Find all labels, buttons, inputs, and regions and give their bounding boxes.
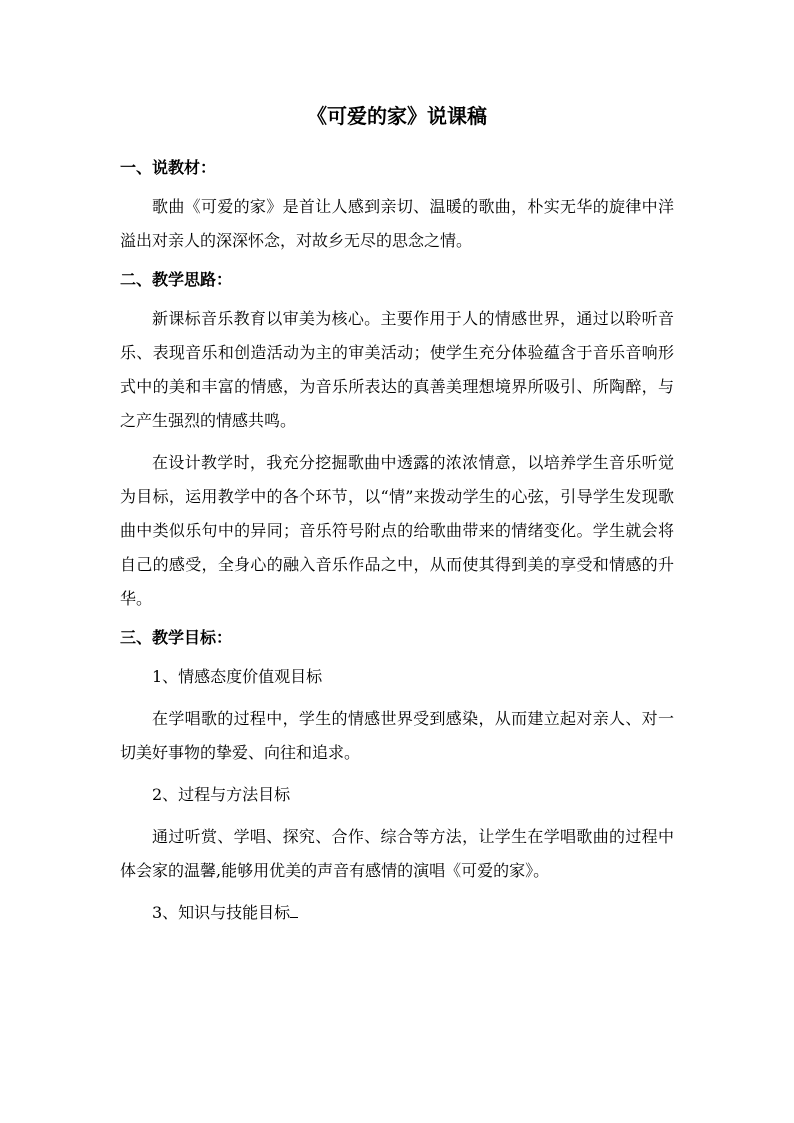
section-heading-teaching-goals: 三、教学目标： xyxy=(120,628,233,647)
document-title: 《可爱的家》说课稿 xyxy=(307,104,487,128)
section-heading-textbook: 一、说教材： xyxy=(120,158,217,177)
goal-text-2: 通过听赏、学唱、探究、合作、综合等方法，让学生在学唱歌曲的过程中体会家的温馨,能够用优美的声音有感情的演唱《可爱的家》。 xyxy=(120,827,674,880)
section-heading-teaching-approach: 二、教学思路： xyxy=(120,270,233,289)
goal-label-1: 1、情感态度价值观目标 xyxy=(152,667,323,686)
text-cursor-icon xyxy=(290,903,298,918)
paragraph-approach-2: 在设计教学时，我充分挖掘歌曲中透露的浓浓情意，以培养学生音乐听觉为目标，运用教学中的各个环节，以“情”来拨动学生的心弦，引导学生发现歌曲中类似乐句中的异同；音乐符号附点的给歌曲带来的情绪变化。学生就会将自己的感受，全身心的融入音乐作品之中，从而使其得到美的享受和情感的升华。 xyxy=(120,453,674,608)
goal-label-3-row xyxy=(120,896,674,930)
paragraph-approach-1: 新课标音乐教育以审美为核心。主要作用于人的情感世界，通过以聆听音乐、表现音乐和创造活动为主的审美活动；使学生充分体验蕴含于音乐音响形式中的美和丰富的情感，为音乐所表达的真善美理想境界所吸引、所陶醉，与之产生强烈的情感共鸣。 xyxy=(120,309,674,430)
paragraph-textbook-intro: 歌曲《可爱的家》是首让人感到亲切、温暖的歌曲，朴实无华的旋律中洋溢出对亲人的深深怀念，对故乡无尽的思念之情。 xyxy=(120,197,674,250)
goal-text-1: 在学唱歌的过程中，学生的情感世界受到感染，从而建立起对亲人、对一切美好事物的挚爱、向往和追求。 xyxy=(120,709,674,762)
goal-label-2: 2、过程与方法目标 xyxy=(152,785,291,804)
goal-label-3: 3、知识与技能目标 xyxy=(152,903,291,922)
